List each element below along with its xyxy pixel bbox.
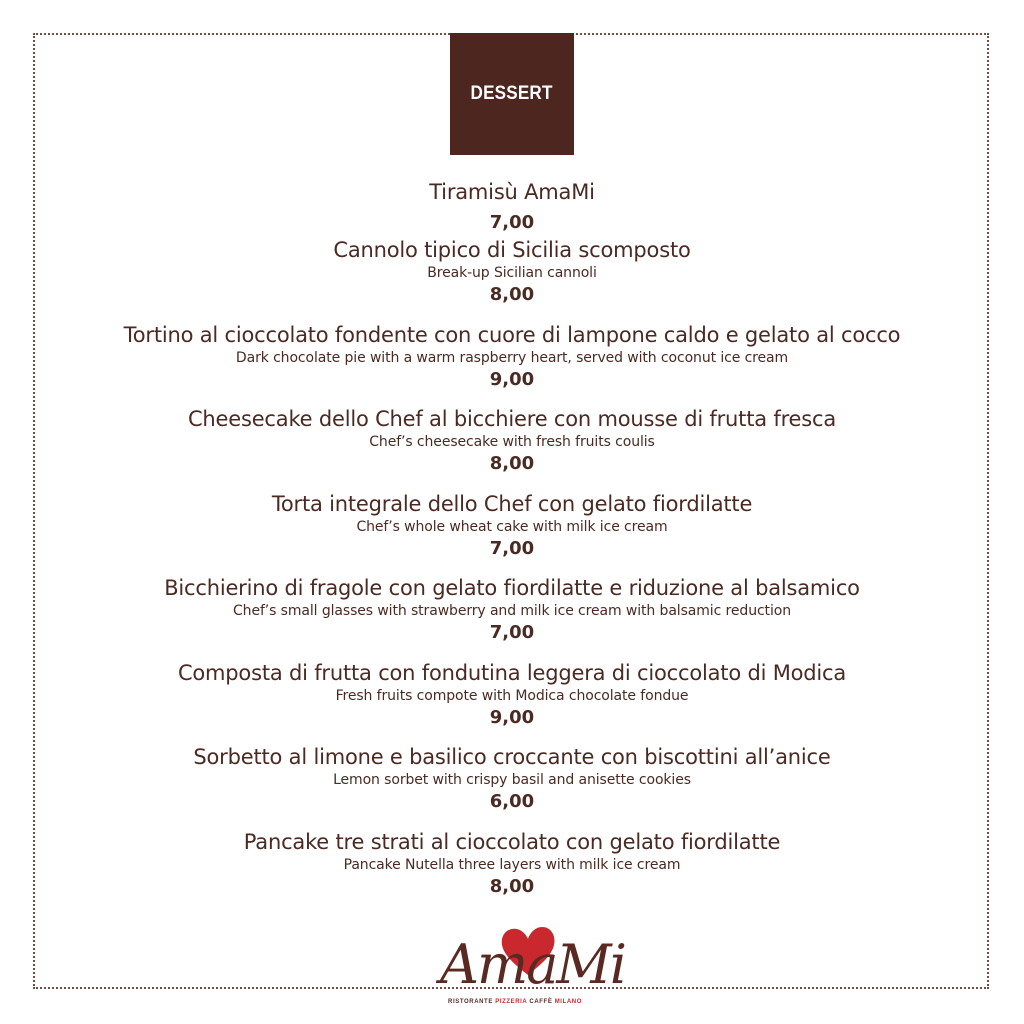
item-name: Tortino al cioccolato fondente con cuore di lampone caldo e gelato al cocco	[123, 322, 901, 347]
section-title: DESSERT	[470, 83, 554, 104]
menu-item	[40, 657, 984, 742]
item-description: Break-up Sicilian cannoli	[427, 265, 597, 281]
item-description: Chef’s cheesecake with fresh fruits coulis	[369, 434, 655, 450]
item-name: Bicchierino di fragole con gelato fiordilatte e riduzione al balsamico	[164, 576, 860, 600]
item-description: Lemon sorbet with crispy basil and anisette cookies	[333, 772, 691, 788]
item-description: Fresh fruits compote with Modica chocolate fondue	[335, 687, 689, 704]
item-price: 9,00	[489, 706, 535, 728]
item-name: Tiramisù AmaMi	[429, 180, 595, 204]
item-price: 8,00	[489, 284, 535, 305]
menu-item	[40, 826, 984, 911]
logo-wordmark: AmaMi	[440, 933, 625, 996]
item-name: Cheesecake dello Chef al bicchiere con mousse di frutta fresca	[187, 407, 837, 431]
item-price: 8,00	[489, 453, 535, 474]
menu-item	[40, 488, 984, 573]
menu-item	[40, 234, 984, 319]
item-name: Composta di frutta con fondutina leggera di cioccolato di Modica	[177, 660, 847, 685]
item-price: 6,00	[489, 791, 535, 812]
item-price: 7,00	[489, 622, 535, 643]
item-name: Pancake tre strati al cioccolato con gelato fiordilatte	[243, 829, 781, 854]
menu-item	[40, 403, 984, 488]
item-name: Torta integrale dello Chef con gelato fiordilatte	[271, 491, 753, 516]
menu-item	[40, 572, 984, 657]
item-name: Cannolo tipico di Sicilia scomposto	[333, 238, 691, 262]
item-description: Chef’s whole wheat cake with milk ice cream	[356, 518, 668, 535]
section-header	[450, 33, 574, 155]
item-price: 8,00	[489, 875, 535, 897]
item-price: 7,00	[489, 537, 535, 559]
dessert-menu	[40, 176, 984, 910]
logo-tagline: RISTORANTE PIZZERIA CAFFÈ MILANO	[448, 999, 582, 1005]
item-description: Dark chocolate pie with a warm raspberry heart, served with coconut ice cream	[235, 349, 789, 366]
menu-item	[40, 741, 984, 826]
menu-item	[40, 176, 984, 234]
item-description: Chef’s small glasses with strawberry and milk ice cream with balsamic reduction	[233, 603, 791, 619]
item-name: Sorbetto al limone e basilico croccante con biscottini all’anice	[193, 745, 831, 769]
menu-item	[40, 319, 984, 404]
amami-logo	[430, 920, 625, 1020]
item-price: 7,00	[489, 212, 535, 233]
item-price: 9,00	[489, 368, 535, 390]
item-description: Pancake Nutella three layers with milk ice cream	[343, 856, 681, 873]
